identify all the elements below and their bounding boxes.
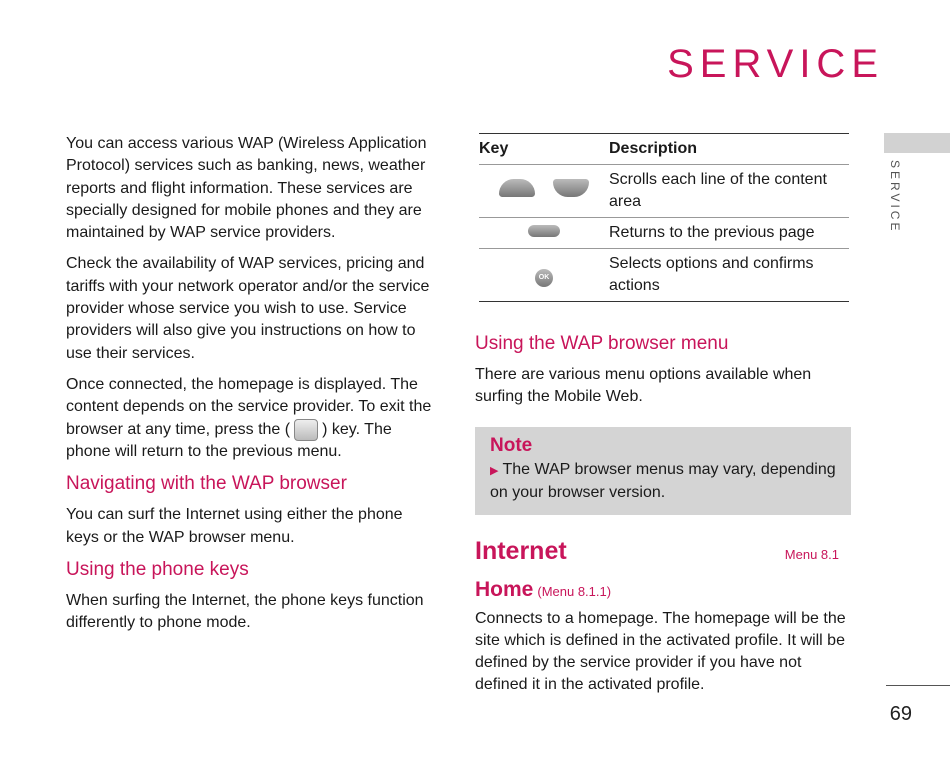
note-text: The WAP browser menus may vary, depending on your browser version. — [490, 460, 836, 502]
up-key-icon — [499, 179, 535, 197]
home-heading: Home — [475, 577, 534, 601]
footer-rule — [886, 685, 950, 686]
table-row — [479, 165, 849, 218]
ok-key-cell — [479, 249, 609, 302]
left-column — [66, 133, 438, 644]
availability-paragraph: Check the availability of WAP services, pricing and tariffs with your network operator and/or the service provider whose service you wish to use. Service providers will also give you instructions on how to use their services. — [66, 255, 430, 362]
description-column-header: Description — [609, 134, 849, 165]
internet-menu-ref: Menu 8.1 — [784, 546, 839, 562]
browser-menu-paragraph: There are various menu options available when surfing the Mobile Web. — [475, 366, 812, 406]
home-heading-row — [475, 578, 851, 602]
table-header-row — [479, 134, 849, 165]
page-title: SERVICE — [667, 42, 884, 86]
navigating-paragraph: You can surf the Internet using either the phone keys or the WAP browser menu. — [66, 506, 403, 546]
end-key-icon — [294, 419, 318, 441]
table-row — [479, 218, 849, 249]
internet-heading-row — [475, 537, 851, 566]
home-menu-ref: (Menu 8.1.1) — [537, 583, 612, 599]
clear-key-cell — [479, 218, 609, 249]
section-tab — [884, 133, 950, 153]
key-table — [479, 133, 849, 302]
phone-keys-heading: Using the phone keys — [66, 558, 249, 580]
homepage-paragraph — [66, 374, 438, 463]
homepage-text-end: ) key. The phone will return to the previous menu. — [66, 420, 392, 461]
browser-menu-heading: Using the WAP browser menu — [475, 333, 729, 354]
homepage-text-start: Once connected, the homepage is displayed. The content depends on the service provider. To exit the browser at any time, press the ( — [66, 375, 432, 438]
key-column-header: Key — [479, 134, 609, 165]
page-number: 69 — [889, 703, 912, 725]
side-section-label: SERVICE — [888, 160, 902, 234]
triangle-bullet-icon: ▶ — [490, 464, 499, 477]
home-paragraph: Connects to a homepage. The homepage will be the site which is defined in the activated profile. It will be defined by the service provider if you have not defined it in the activated profile. — [475, 609, 846, 694]
ok-key-icon: OK — [535, 269, 553, 287]
note-title: Note — [490, 434, 533, 456]
right-column — [475, 133, 851, 706]
internet-heading: Internet — [475, 536, 567, 565]
row-description: Selects options and confirms actions — [609, 249, 849, 302]
navigating-heading: Navigating with the WAP browser — [66, 473, 347, 495]
clear-key-icon — [528, 225, 560, 237]
down-key-icon — [553, 179, 589, 197]
row-description: Returns to the previous page — [609, 218, 849, 249]
phone-keys-paragraph: When surfing the Internet, the phone keys function differently to phone mode. — [66, 591, 424, 632]
row-description: Scrolls each line of the content area — [609, 165, 849, 218]
intro-paragraph: You can access various WAP (Wireless Application Protocol) services such as banking, news, weather reports and flight information. These services are specially designed for mobile phones and they are maintained by WAP service providers. — [66, 135, 427, 242]
note-box — [475, 427, 851, 515]
note-body — [490, 459, 837, 505]
table-row — [479, 249, 849, 302]
navigation-keys-cell — [479, 165, 609, 218]
